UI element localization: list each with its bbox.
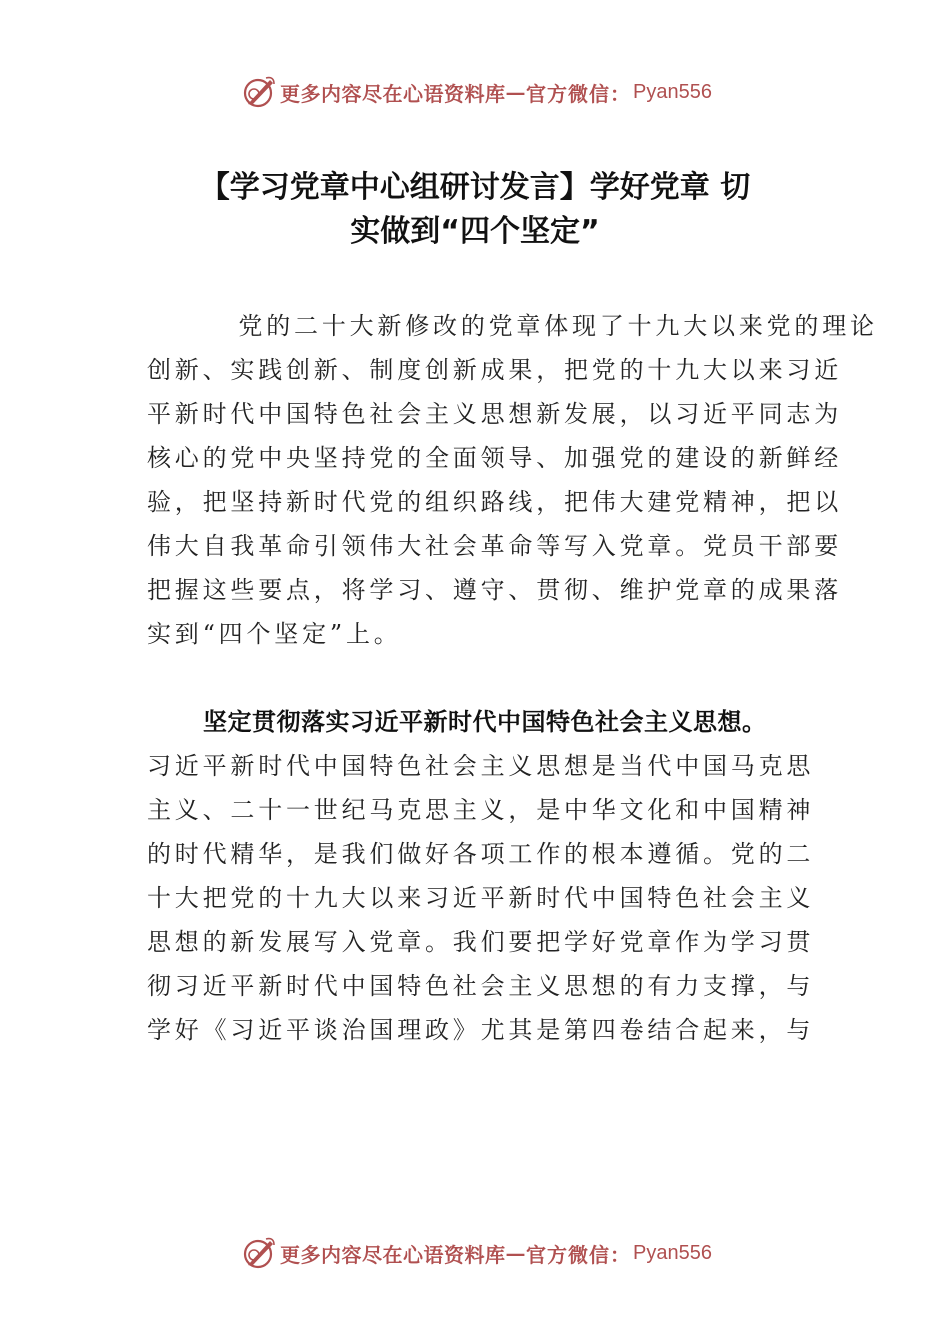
quill-logo-icon xyxy=(240,74,276,110)
quill-logo-icon xyxy=(240,1235,276,1271)
title-line-2: 实做到“四个坚定” xyxy=(350,214,600,249)
section-heading xyxy=(147,700,827,744)
paragraph-line: 实到“四个坚定”上。 xyxy=(147,620,402,648)
paragraph-line: 主义、二十一世纪马克思主义，是中华文化和中国精神 xyxy=(147,796,815,824)
paragraph-line: 创新、实践创新、制度创新成果，把党的十九大以来习近 xyxy=(147,356,842,384)
banner-site-name: 更多内容尽在心语资料库 xyxy=(280,1242,506,1267)
banner-dash: — xyxy=(505,1241,526,1265)
banner-dash: — xyxy=(505,80,526,104)
banner-site-name: 更多内容尽在心语资料库 xyxy=(280,81,506,106)
banner-account: Pyan556 xyxy=(633,80,712,103)
banner-account: Pyan556 xyxy=(633,1241,712,1264)
paragraph-2 xyxy=(147,700,827,1052)
paragraph-line: 十大把党的十九大以来习近平新时代中国特色社会主义 xyxy=(147,884,815,912)
paragraph-line: 学好《习近平谈治国理政》尤其是第四卷结合起来，与 xyxy=(147,1016,815,1044)
paragraph-1 xyxy=(147,304,878,656)
title-line-1: 【学习党章中心组研讨发言】学好党章 切 xyxy=(199,170,751,205)
paragraph-line: 思想的新发展写入党章。我们要把学好党章作为学习贯 xyxy=(147,928,815,956)
banner-wechat-label: 官方微信： xyxy=(526,1242,631,1267)
paragraph-line: 的时代精华，是我们做好各项工作的根本遵循。党的二 xyxy=(147,840,815,868)
footer-banner xyxy=(240,1233,720,1273)
section-heading-text: 坚定贯彻落实习近平新时代中国特色社会主义思想。 xyxy=(203,708,767,736)
paragraph-line: 核心的党中央坚持党的全面领导、加强党的建设的新鲜经 xyxy=(147,444,842,472)
paragraph-line: 把握这些要点，将学习、遵守、贯彻、维护党章的成果落 xyxy=(147,576,842,604)
header-banner xyxy=(240,72,720,112)
paragraph-line: 平新时代中国特色社会主义思想新发展，以习近平同志为 xyxy=(147,400,842,428)
banner-wechat-label: 官方微信： xyxy=(526,81,631,106)
paragraph-line: 验，把坚持新时代党的组织路线，把伟大建党精神，把以 xyxy=(147,488,842,516)
document-title xyxy=(130,166,820,254)
paragraph-line: 伟大自我革命引领伟大社会革命等写入党章。党员干部要 xyxy=(147,532,842,560)
paragraph-line: 彻习近平新时代中国特色社会主义思想的有力支撑，与 xyxy=(147,972,815,1000)
paragraph-line: 习近平新时代中国特色社会主义思想是当代中国马克思 xyxy=(147,752,815,780)
paragraph-line: 党的二十大新修改的党章体现了十九大以来党的理论 xyxy=(147,312,878,340)
